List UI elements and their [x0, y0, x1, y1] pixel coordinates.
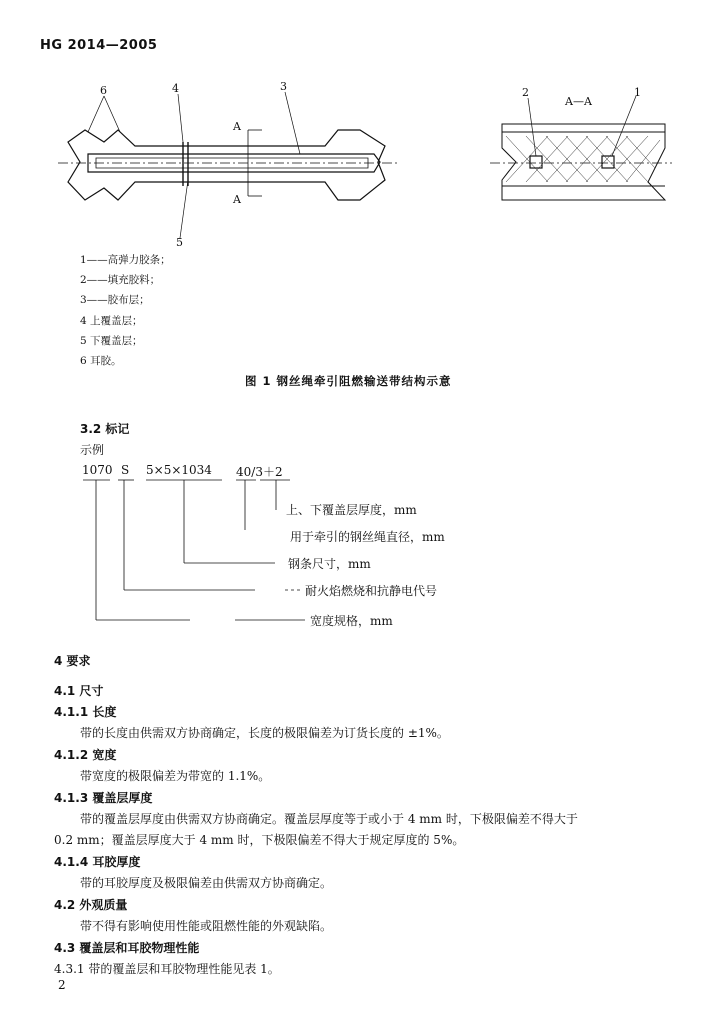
label-a-top: A: [233, 120, 241, 133]
paragraph-4-1-2: 带宽度的极限偏差为带宽的 1.1%。: [80, 769, 271, 783]
label-6: 6: [100, 84, 107, 97]
legend-item: 3——胶布层；: [80, 294, 150, 306]
label-5: 5: [176, 236, 183, 249]
note-strip-size: 钢条尺寸，mm: [288, 557, 371, 571]
note-rope-diameter: 用于牵引的钢丝绳直径，mm: [290, 530, 445, 544]
section-4-2-heading: 4.2 外观质量: [54, 898, 128, 912]
legend-item: 2——填充胶料；: [80, 274, 161, 286]
page-number: 2: [58, 978, 66, 992]
paragraph-4-2: 带不得有影响使用性能或阻燃性能的外观缺陷。: [80, 919, 333, 933]
section-4-1-1-heading: 4.1.1 长度: [54, 705, 117, 719]
section-4-1-2-heading: 4.1.2 宽度: [54, 748, 117, 762]
section-4-1-3-heading: 4.1.3 覆盖层厚度: [54, 791, 153, 805]
note-cover-thickness: 上、下覆盖层厚度，mm: [286, 503, 417, 517]
paragraph-4-1-3-line1: 带的覆盖层厚度由供需双方协商确定。覆盖层厚度等于或小于 4 mm 时，下极限偏差不得大于: [80, 812, 578, 826]
code-rope-cover: 40/3＋2: [236, 465, 283, 479]
label-4: 4: [172, 82, 179, 95]
code-strip-size: 5×5×1034: [146, 463, 212, 477]
belt-outline: [68, 130, 385, 200]
figure-caption: 图 1 钢丝绳牵引阻燃输送带结构示意: [245, 374, 452, 388]
standard-number: HG 2014—2005: [40, 38, 158, 53]
paragraph-4-1-3-line2: 0.2 mm；覆盖层厚度大于 4 mm 时，下极限偏差不得大于规定厚度的 5%。: [54, 833, 465, 847]
label-3: 3: [280, 80, 287, 93]
section-4-1-4-heading: 4.1.4 耳胶厚度: [54, 855, 141, 869]
note-width-spec: 宽度规格，mm: [310, 614, 393, 628]
note-fire-code: 耐火焰燃烧和抗静电代号: [305, 584, 438, 598]
section-4-heading: 4 要求: [54, 654, 91, 668]
label-1: 1: [634, 86, 641, 99]
label-2: 2: [522, 86, 529, 99]
section-4-3-heading: 4.3 覆盖层和耳胶物理性能: [54, 941, 200, 955]
paragraph-4-1-4: 带的耳胶厚度及极限偏差由供需双方协商确定。: [80, 876, 333, 890]
legend-item: 1——高弹力胶条；: [80, 254, 171, 266]
paragraph-4-1-1: 带的长度由供需双方协商确定，长度的极限偏差为订货长度的 ±1%。: [80, 726, 449, 740]
paragraph-4-3-1: 4.3.1 带的覆盖层和耳胶物理性能见表 1。: [54, 962, 280, 976]
legend-item: 5 下覆盖层；: [80, 335, 143, 347]
code-width: 1070: [82, 463, 113, 477]
legend-item: 4 上覆盖层；: [80, 315, 143, 327]
legend-item: 6 耳胶。: [80, 355, 122, 367]
example-label: 示例: [80, 443, 105, 457]
section-view: [502, 124, 665, 200]
section-label: A—A: [565, 95, 592, 108]
label-a-bottom: A: [233, 193, 241, 206]
section-4-1-heading: 4.1 尺寸: [54, 684, 104, 698]
code-fire-code: S: [121, 463, 130, 477]
marking-heading: 3.2 标记: [80, 422, 130, 436]
